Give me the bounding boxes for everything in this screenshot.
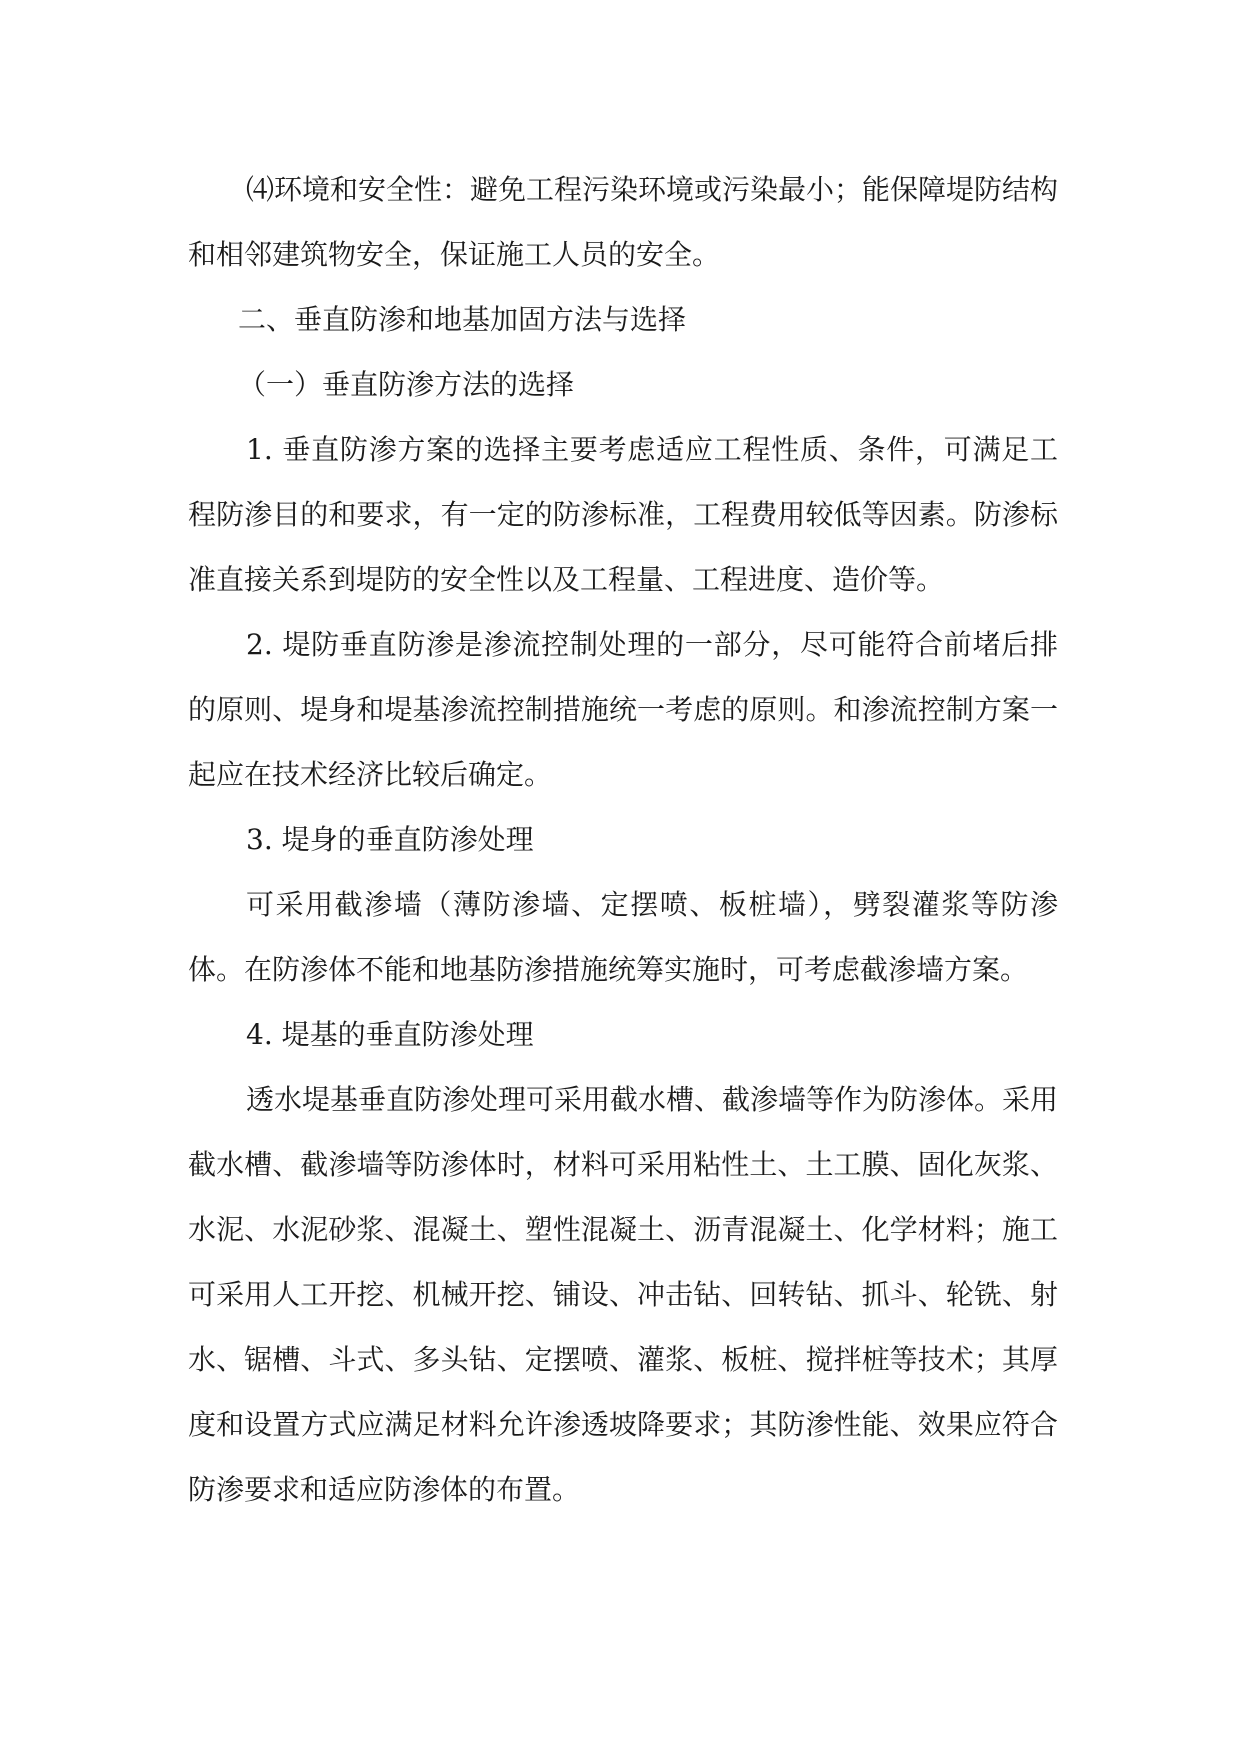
- subsection-heading-1: （一）垂直防渗方法的选择: [238, 368, 575, 401]
- paragraph-item-3-heading: 3. 堤身的垂直防渗处理: [246, 823, 534, 856]
- paragraph-environment-safety: ⑷环境和安全性：避免工程污染环境或污染最小；能保障堤防结构和相邻建筑物安全，保证施工人员的安全。: [188, 173, 1059, 271]
- paragraph-item-4-heading: 4. 堤基的垂直防渗处理: [246, 1018, 534, 1051]
- section-heading-2: 二、垂直防渗和地基加固方法与选择: [238, 303, 687, 336]
- document-body: [188, 157, 1058, 1522]
- paragraph-item-1: 1. 垂直防渗方案的选择主要考虑适应工程性质、条件，可满足工程防渗目的和要求，有一定的防渗标准，工程费用较低等因素。防渗标准直接关系到堤防的安全性以及工程量、工程进度、造价等。: [188, 433, 1058, 596]
- paragraph-item-3-body: 可采用截渗墙（薄防渗墙、定摆喷、板桩墙），劈裂灌浆等防渗体。在防渗体不能和地基防渗措施统筹实施时，可考虑截渗墙方案。: [188, 888, 1058, 986]
- paragraph-item-2: 2. 堤防垂直防渗是渗流控制处理的一部分，尽可能符合前堵后排的原则、堤身和堤基渗流控制措施统一考虑的原则。和渗流控制方案一起应在技术经济比较后确定。: [188, 628, 1058, 791]
- paragraph-item-4-body: 透水堤基垂直防渗处理可采用截水槽、截渗墙等作为防渗体。采用截水槽、截渗墙等防渗体时，材料可采用粘性土、土工膜、固化灰浆、水泥、水泥砂浆、混凝土、塑性混凝土、沥青混凝土、化学材料；施工可采用人工开挖、机械开挖、铺设、冲击钻、回转钻、抓斗、轮铣、射水、锯槽、斗式、多头钻、定摆喷、灌浆、板桩、搅拌桩等技术；其厚度和设置方式应满足材料允许渗透坡降要求；其防渗性能、效果应符合防渗要求和适应防渗体的布置。: [188, 1083, 1059, 1506]
